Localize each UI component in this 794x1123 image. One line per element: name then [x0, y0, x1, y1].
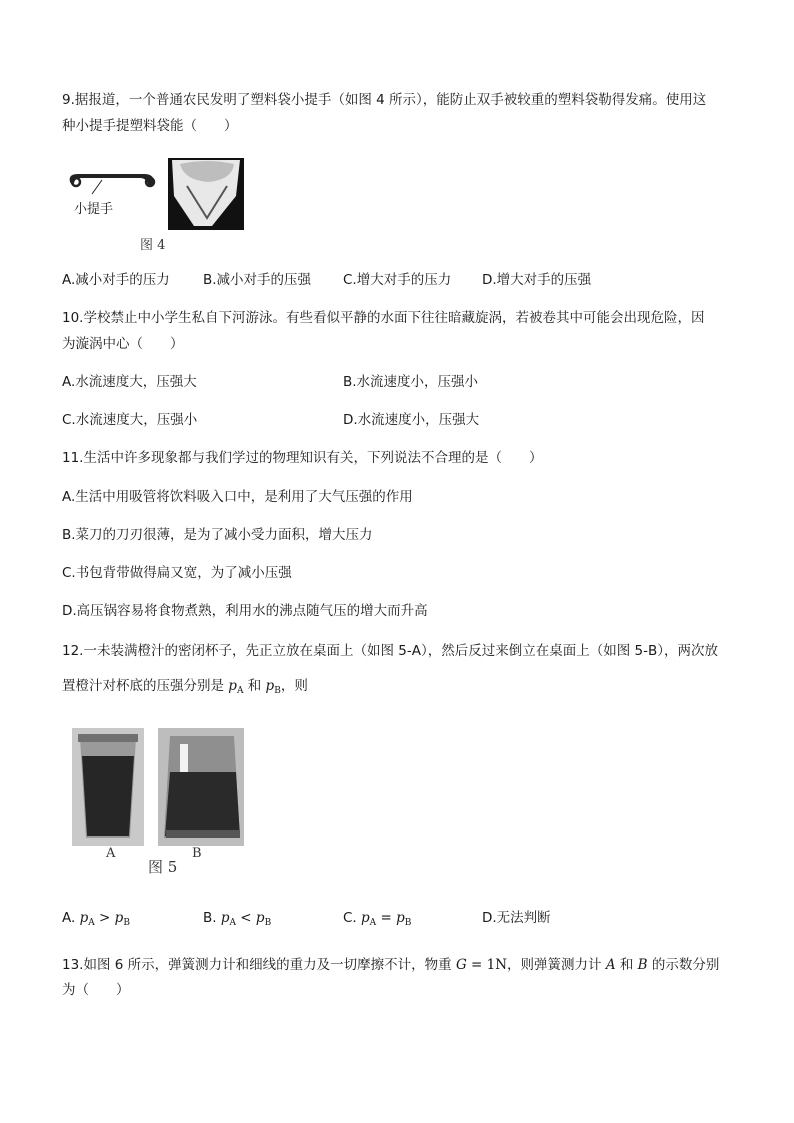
q9-option-d: D.增大对手的压强 — [482, 272, 592, 288]
q12-option-b: B. $p_A < p_B$ — [203, 910, 272, 928]
q10-option-d: D.水流速度小，压强大 — [343, 412, 480, 428]
q13-stem-line2: 为（ ） — [62, 982, 130, 998]
q12-option-c: C. $p_A = p_B$ — [343, 910, 412, 928]
q12-stem-line2: 置橙汁对杯底的压强分别是 $p_A$ 和 $p_B$，则 — [62, 678, 308, 696]
cup-a-label: A — [106, 846, 116, 861]
figure-5-caption: 图 5 — [148, 858, 178, 876]
figure-4 — [62, 156, 252, 251]
q10-stem-line2: 为漩涡中心（ ） — [62, 336, 184, 352]
q9-stem-line1: 9.据报道，一个普通农民发明了塑料袋小提手（如图 4 所示），能防止双手被较重的塑料袋勒得发痛。使用这 — [62, 92, 707, 108]
q11-stem: 11.生活中许多现象都与我们学过的物理知识有关，下列说法不合理的是（ ） — [62, 450, 543, 466]
q11-option-d: D.高压锅容易将食物煮熟，利用水的沸点随气压的增大而升高 — [62, 603, 428, 619]
cup-b-label: B — [192, 846, 202, 861]
q9-option-b: B.减小对手的压强 — [203, 272, 312, 288]
q9-stem-line2: 种小提手提塑料袋能（ ） — [62, 118, 238, 134]
q10-option-c: C.水流速度大，压强小 — [62, 412, 198, 428]
handle-label: 小提手 — [74, 202, 114, 217]
figure-4-caption: 图 4 — [140, 238, 166, 253]
q10-stem-line1: 10.学校禁止中小学生私自下河游泳。有些看似平静的水面下往往暗藏旋涡，若被卷其中可能会出现危险，因 — [62, 310, 705, 326]
q11-option-c: C.书包背带做得扁又宽，为了减小压强 — [62, 565, 292, 581]
q9-option-a: A.减小对手的压力 — [62, 272, 170, 288]
q12-option-a: A. $p_A > p_B$ — [62, 910, 130, 928]
q12-option-d: D.无法判断 — [482, 910, 551, 926]
q10-option-a: A.水流速度大，压强大 — [62, 374, 197, 390]
figure-5 — [70, 726, 250, 876]
q13-stem-line1: 13.如图 6 所示，弹簧测力计和细线的重力及一切摩擦不计，物重 G = 1N，则弹簧测力计 A 和 B 的示数分别 — [62, 957, 720, 973]
q12-stem-line1: 12.一未装满橙汁的密闭杯子，先正立放在桌面上（如图 5-A），然后反过来倒立在桌面上（如图 5-B），两次放 — [62, 643, 718, 659]
q11-option-a: A.生活中用吸管将饮料吸入口中，是利用了大气压强的作用 — [62, 489, 413, 505]
q10-option-b: B.水流速度小，压强小 — [343, 374, 479, 390]
q9-option-c: C.增大对手的压力 — [343, 272, 452, 288]
q11-option-b: B.菜刀的刀刃很薄，是为了减小受力面积，增大压力 — [62, 527, 373, 543]
cups-photo — [70, 726, 250, 851]
